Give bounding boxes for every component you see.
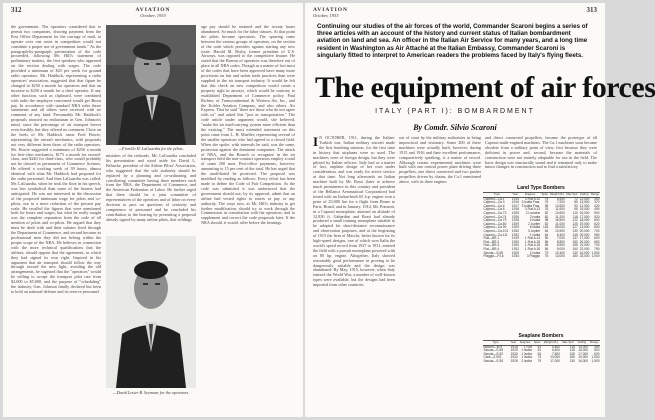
table-cell: 17,000 (550, 358, 560, 363)
table-cell: 82 (544, 210, 549, 215)
table-cell: 370 (594, 200, 600, 205)
table-cell: 1925 (511, 250, 519, 255)
column-header: Type (483, 193, 511, 198)
page-number: 312 (11, 6, 22, 14)
table-cell: 150 (572, 239, 578, 244)
table-cell: 137 (572, 236, 578, 241)
article-deck: Continuing our studies of the air forces of the world, Commander Scaroni begins a series of three articles with an account of the history and current status of Italian bombardment aviation on land and sea. An officer in the Italian Air Service for many years, and a long time resident in Washington as Air Attaché at the Italian Embassy, Commander Scaroni is singularly fitted to interpret to American readers the problems faced by Italy's flying fleets. (317, 23, 588, 59)
portrait-image (106, 25, 196, 145)
table-cell: Caproni—Ca.90 (483, 225, 507, 230)
table-cell: Fiat—BR.4 (483, 246, 500, 251)
table-cell: 2 Isotta (529, 250, 541, 255)
table-cell: 20,000 (579, 232, 590, 237)
article-column-2: mistakes of the railroads. Mr. LaGuardia concluded his presentation and stood aside for David L. Behncke, president of the Airline Pilots' Association, who suggested that the sole authority should be replaced by a planning and co-ordinating and conciliating committee having three members each from the NRA, the Department of Commerce, and the American Federation of Labor. He further urged that there should be a joint committee of representatives of the operators and of labor on every decision to pass on questions of seniority and competence of personnel and he concluded his contribution to the hearing by presenting a proposal already signed by many airline pilots, that wildings (106, 153, 196, 222)
left-page (3, 3, 303, 417)
table-cell: 130 (572, 250, 578, 255)
table-cell: 125 (572, 221, 578, 226)
table-cell: 1928 (511, 218, 519, 223)
table-cell: 76 (544, 207, 549, 212)
table-cell: 700 (594, 243, 600, 248)
table-cell: 20,000 (579, 228, 590, 233)
table-cell: 118 (572, 214, 578, 219)
article-column-3: and direct connected propellers, became the prototype of all Caproni multi-engined machines. The Ca.1 machines soon became obsolete from a military point of view, first because they were deficient in power and, second, because the materials of construction were not entirely adaptable for use in the field. The basic design was structurally sound and it remained only to make minor changes in construction and to find a satisfactory (485, 135, 597, 170)
table-cell: 16,000 (578, 348, 589, 353)
table-cell: 1929 (511, 221, 519, 226)
header-date: October, 1933 (313, 13, 339, 18)
article-column-1: the government. The operators considered that to permit two companies, drawing payment from the Post Office Department for the carriage of mail, to operate over one route in competition would not constitute a proper use of government funds." As the paragraph-by-paragraph presentation of the code proceeded, following Mr. Hill's statement of preliminary matters, the first speakers who appeared on the section dealing with wages. The code provided a minimum of $25 per week for ground radio operators. Mr. Haddock, representing a radio operators' association, suggested that that figure be changed to $250 a month for operators and that an increase to $250 a month for a chief operator. If any other function, such as clipboard, were combined with radio the employee concerned would get $hour pay. In accordance with standard NRA rules those statements and all others were received with no comment of any kind. Presumably Mr. Haddock's proposals aroused no enthusiasm in Gen. Johnson's mind, since the percentage of air transport brevet even feasibly, but they offered no comment. Close on the heels of Mr. Haddock came Fred Howie, representing the aircraft mechanics, with proposals not very different from those of the radio operators. Mr. Howie suggested a minimum of $250 a month for first-class mechanics, $175 a month for second-class, and $240 for third-class, who would probably not be classed as permanent of Commerce licenses. He offered a working week of 39 hours, almost identical with what Mr. Haddock had proposed for the radio personnel. And then LaGuardia was called. Mr. LaGuardia, when he took the floor in his speech, was less symbolical than some of the hearers had anticipated. He was not interested in the discussion of the proposed minimum wage for pilots and co-pilots, nor in a mere reduction of the present pay scale. He recalled the figures that were mentioned both for hours and wages, but what he really sought was the complete separation from the code of all mention of pilots and co-pilots. He argued that they must be dealt with and their salaries fixed through the Department of Commerce, and second because as professional men they did not belong within the proper scope of the NRA. He believes in connection with the more technical qualifications that the airlines, should oppose that the agreement, in which they had signed its own right. Inspired in his argument that air transport should follow the way through toward the new light, avoiding the old arrangements, he sugested that the "operators" would be willing to accept the transport pilot rate from $2,000 to $5,000, and the purpose of "scheduling" the industry, Gen. Johnson finally declared but been to hold on national defense and its reserve personnel. (11, 24, 101, 294)
column-header: Range (590, 192, 600, 196)
drop-cap: I (313, 134, 319, 149)
table-cell: 1 Isotta (529, 232, 541, 237)
table-cell: 2 Isotta (529, 214, 541, 219)
table-cell: 650 (594, 239, 600, 244)
table-cell: 3 Fiat A.12 (524, 207, 541, 212)
column-header: Ceiling (575, 341, 588, 346)
column-header: Max Spd (566, 192, 578, 196)
table-cell: Fiat—BR.2 (483, 239, 500, 244)
table-cell: 7,000 (556, 236, 565, 241)
article-title: The equipment of air forces (315, 71, 655, 104)
table-cell: 85 (574, 200, 578, 205)
table-cell: 3 Isotta Fras. (521, 200, 541, 205)
header-title: AVIATION (135, 7, 171, 13)
table-cell: 1 Isotta (521, 351, 532, 356)
table-cell: 1926 (510, 351, 518, 356)
table-cell: 1917 (511, 203, 519, 208)
table-cell: 13,500 (579, 225, 590, 230)
table-cell: 600 (594, 218, 600, 223)
table-cell: Caproni—Ca.5 (483, 207, 505, 212)
column-header: Year (508, 341, 518, 346)
table-cell: 153 (543, 225, 549, 230)
table-cell: 15,000 (579, 207, 590, 212)
table-cell: 75 (544, 200, 549, 205)
table-cell: 115 (569, 344, 575, 349)
table-body (483, 345, 600, 363)
table-cell: 3 Piaggio (526, 254, 541, 259)
column-header: Range (590, 340, 599, 344)
table-cell: 13,000 (555, 254, 565, 259)
table-cell: 1930 (511, 243, 519, 248)
table-cell: 75 (544, 196, 549, 201)
right-page (305, 3, 655, 417)
table-cell: 1 Fiat A.25 (524, 243, 541, 248)
table-cell: 18,000 (579, 218, 590, 223)
article-column-2: out of court by the military authorities as being impractical and visionary. Some 200 of these machines were actually built, however, during 1915 and 1916 and their excellent performance, comparatively speaking, is a matter of record. Although certain experimental machines were built with one central power plant driving three propellers, one direct connected and two pusher propellers driven by chains, the Ca.1 mentioned above, with its three engines (399, 135, 481, 185)
column-header: Engines (519, 193, 540, 198)
column-header: Max Spd (562, 340, 574, 344)
table-cell: 160 (572, 246, 578, 251)
table-cell: 19,000 (578, 355, 589, 360)
table-row (483, 255, 600, 259)
page-header (313, 7, 597, 21)
table-cell: 155 (569, 355, 575, 360)
table-cell: 98 (544, 203, 549, 208)
table-cell: 1934 (511, 254, 519, 259)
table-cell: 11,000 (555, 221, 565, 226)
column-1-text: N OCTOBER, 1911, during the Italian-Turkish war, Italian military aircraft made the first bombing mission, for the first time in history that airplanes were so used. The machines were of foreign design, but they were piloted by Italian officers. Italy had as a matter of fact, airplane design of her own under consideration, and was ready for active service at that time. Not long afterwards an Italian machine built by Mr. Bossi (later to achieve much prominence in this country and president of the Bellanca Aeronautical Corporation) had tested with an Italian-built 65 h.p. engine won a prize of 25,000 lire for a flight from Rome to Paris, Brazil, and in January, 1914, Mr. Pomenti, in a Caproni monoplane, attained an altitude of 12,830 ft. Gabardini and Bossi had already produced a small training monoplane suitable to be adopted for short-distance reconnaissance and observation purposes, and at the beginning of 1915 the firm of Macchi, better known for its high-speed designs, one of which won Italia the world's speed record from 1927 to 1931, entered the field with a pursuit monoplane powered with an 80 hp. engine. Altogether, Italy showed reasonably good performance in proving to be dangerously suitable and the design was abandoned. By May, 1915, however, when Italy entered the World War, a number of well-known types were available, but the designs had been imported from other countries. (313, 135, 395, 288)
table-cell: Caproni—Ca.73 (483, 210, 507, 215)
table-cell: 3 Isotta Fras. (521, 203, 541, 208)
table-cell: 7,600 (551, 351, 560, 356)
portrait-image (106, 236, 196, 388)
table-cell: 1 Fiat A.14 (524, 236, 541, 241)
table-cell: Caproni—Ca.111 (483, 232, 508, 237)
table-cell: 10,600 (555, 210, 565, 215)
table-cell: 64 (544, 232, 549, 237)
table-cell: 110 (572, 210, 578, 215)
table-cell: 1 Fiat A.25 (524, 239, 541, 244)
table-cell: 4,600 (551, 344, 560, 349)
table-cell: Macchi—M.9 (483, 344, 503, 349)
table-cell: 17,000 (578, 351, 589, 356)
table-cell: 64 (544, 228, 549, 233)
table-cell: 1,000 (591, 254, 600, 259)
table-cell: 56 (544, 246, 549, 251)
table-cell: 55,000 (555, 225, 565, 230)
table-cell: Fiat—BR.3 (483, 243, 500, 248)
table-cell: 950 (594, 232, 600, 237)
table-cell: 450 (594, 207, 600, 212)
table-cell: 6 Isotta (529, 225, 541, 230)
table-cell: 1926 (511, 214, 519, 219)
table-cell: 10,900 (555, 228, 565, 233)
article-subtitle: ITALY (PART I): BOMBARDMENT (375, 108, 535, 115)
sea-table-title: Seaplane Bombers (518, 333, 564, 339)
table-cell: 6,400 (551, 348, 560, 353)
page-number: 313 (586, 6, 597, 14)
table-cell: 1925 (510, 348, 518, 353)
article-column-3: age pay should be retained and the twenty hours abandoned. So much for the labor clauses. At that point the pilots became spectators. The sparring came between the various groups of operators, on the section of the code which provides against starting any new route. Harold M. Bixby, former president of U.S. Airways, was opposed to the competitive feature. He stated that the Bureau of operators was therefore out of place in all NRA codes. Though as a matter of fact most of the codes that have been approved have many more provisions on fair and unfair trade practices than were supplied to the air transport industry. It would be felt that this check on new competition would create a property right in airways, which would be contrary to established Department of Commerce policy. Paul Richter, of Transcontinental & Western Air, Inc., and the Kohler Aviation Company, and also others. Air Express. That he said "there are those who do not agree with us" and asked this "just as transportation." The code article under argument would, she believed, "make the air mail-carrying system more efficient than the existing." The most extended statement on this point came from L. H. Mueller, representing several of the smaller operators who had agreed to a closed field. When she spoke, with intervals he said, was the same, protection against the dominant companies. The attack of NRA, and the Branch to recognize in the air transport field the non-contract operators employ a total of some 200 men. Post-office payments, however, amounting to 15 per cent of the total. He has urged that the unaffiliated be protected. The proposal was modified by reading as follows: Every effort has been made to define the Code of Fair Competition. As the code was submitted it was understood that the government should not, by its approval, admit that an airline had vested rights to routes or pay or any authority. The ways now, as Mr. Hill's industry to get further modification, should try to work through the Commission in consultation with the operators, and to supplement and correct the code proposals later. If the NRA should, it would, offer before the hearings. (201, 24, 295, 226)
table-cell: 13,600 (555, 203, 565, 208)
table-cell: 17,000 (579, 236, 590, 241)
table-cell: 8,900 (556, 243, 565, 248)
table-cell: 95 (574, 207, 578, 212)
table-cell: 1 Fiat (523, 344, 532, 349)
table-cell: 9,000 (556, 246, 565, 251)
table-cell: 16,000 (579, 210, 590, 215)
table-cell: 1919 (511, 236, 519, 241)
table-cell: 13,500 (579, 200, 590, 205)
table-cell: 10,400 (555, 250, 565, 255)
table-cell: 73 (537, 355, 542, 360)
land-bombers-table (483, 192, 600, 259)
table-cell: Savoia—S.62 (483, 351, 503, 356)
table-cell: 3 Fiat A.10 (524, 196, 541, 201)
table-cell: 1928 (510, 358, 518, 363)
photo-laguardia (106, 25, 196, 145)
table-cell: 700 (594, 228, 600, 233)
table-cell: 1925 (511, 239, 519, 244)
table-cell: 50 (544, 236, 549, 241)
table-cell: 82 (544, 214, 549, 219)
table-cell: 127 (572, 225, 578, 230)
table-cell: 350 (594, 196, 600, 201)
table-cell: 620 (594, 221, 600, 226)
table-cell: 19,000 (579, 221, 590, 226)
column-header: Ceiling (579, 192, 589, 196)
table-cell: 8,800 (556, 239, 565, 244)
table-cell: 93 (574, 203, 578, 208)
table-cell: 1 Isotta (521, 348, 532, 353)
table-cell: 1915 (511, 196, 519, 201)
table-cell: Caproni—Ca.74 (483, 214, 507, 219)
table-cell: 800 (594, 225, 600, 230)
table-cell: 2 Jupiter (527, 221, 541, 226)
table-cell: 1925 (511, 210, 519, 215)
table-cell: 130 (569, 358, 575, 363)
photo-behncke (106, 236, 196, 388)
table-cell: 16,000 (578, 358, 589, 363)
table-cell: 1918 (510, 344, 518, 349)
table-cell: Savoia—S.59 (483, 348, 503, 353)
table-cell: Savoia—S.55 (483, 358, 503, 363)
table-cell: 155 (572, 243, 578, 248)
table-cell: 17,000 (579, 214, 590, 219)
table-cell: 130 (572, 228, 578, 233)
table-cell: 21,000 (579, 243, 590, 248)
table-cell: 6,500 (556, 196, 565, 201)
table-cell: 1 Isotta (521, 355, 532, 360)
table-cell: Caproni—Ca.1 (483, 196, 505, 201)
table-cell: 350 (594, 344, 600, 349)
table-cell: 3 Jupiter (527, 228, 541, 233)
land-table-title: Land Type Bombers (517, 185, 565, 191)
table-cell: 118 (569, 348, 575, 353)
table-cell: Caproni—Ca.4 (483, 203, 505, 208)
table-cell: 82 (544, 221, 549, 226)
table-cell: Cant—Z.501 (483, 355, 502, 360)
table-cell: 520 (594, 214, 600, 219)
table-cell: Fiat—BR.1 (483, 236, 500, 241)
table-cell: Caproni—Ca.101 (483, 228, 509, 233)
table-cell: 13,000 (550, 355, 560, 360)
table-cell: 11,200 (555, 214, 565, 219)
table-cell: 180 (572, 254, 578, 259)
table-cell: 54 (537, 351, 542, 356)
photo-caption-behncke: —David Lester B. Seymour for the operators. (112, 390, 190, 395)
column-header: Year (512, 192, 518, 196)
table-cell: 1918 (511, 207, 519, 212)
column-header: Engines (518, 341, 532, 346)
article-column-1 (313, 136, 395, 412)
seaplane-bombers-table (483, 340, 600, 364)
table-cell: 750 (594, 246, 600, 251)
table-cell: 75 (544, 254, 549, 259)
table-cell: 15,000 (578, 344, 589, 349)
table-cell: 1916 (511, 200, 519, 205)
table-cell: 1929 (511, 225, 519, 230)
column-header: Span (541, 192, 549, 196)
table-cell: 79 (537, 358, 542, 363)
table-cell: Piaggio—P.16 (483, 254, 504, 259)
table-cell: 79 (544, 250, 549, 255)
table-cell: 1932 (510, 355, 518, 360)
table-cell: 56 (544, 239, 549, 244)
table-cell: 2 Lorraine (525, 210, 541, 215)
article-byline: By Comdr. Silvio Scaroni (413, 123, 497, 132)
table-cell: 1932 (511, 246, 519, 251)
page-header (11, 7, 295, 21)
table-cell: 130 (569, 351, 575, 356)
table-row (483, 360, 600, 364)
table-cell: 1 Fiat A.30 (524, 246, 541, 251)
table-cell: 122 (572, 218, 578, 223)
table-cell: 11,600 (555, 207, 565, 212)
photo-caption-laguardia: —Fiorello H. LaGuardia for the pilots. (118, 146, 184, 151)
column-header: Weight (lb.) (542, 341, 561, 346)
table-cell: 500 (594, 348, 600, 353)
header-center (11, 7, 295, 19)
table-cell: 7,200 (556, 200, 565, 205)
table-cell: 1932 (511, 232, 519, 237)
table-cell: 4 Isotta (529, 218, 541, 223)
column-header: Span (533, 340, 541, 344)
header-title: AVIATION (313, 7, 348, 13)
table-cell: 600 (594, 236, 600, 241)
table-cell: 600 (594, 351, 600, 356)
table-cell: 16,500 (555, 218, 565, 223)
table-cell: 56 (544, 243, 549, 248)
table-cell: 22,000 (579, 246, 590, 251)
table-cell: 500 (594, 210, 600, 215)
table-cell: 12,000 (579, 196, 590, 201)
table-cell: Savoia—S.55 (483, 250, 503, 255)
table-cell: 72 (574, 196, 578, 201)
table-cell: 145 (572, 232, 578, 237)
table-cell: 8,400 (556, 232, 565, 237)
table-cell: Caproni—Ca.80 (483, 221, 507, 226)
table-cell: 1930 (511, 228, 519, 233)
table-cell: Caproni—Ca.79 (483, 218, 507, 223)
article-column-2-continued (399, 186, 477, 412)
table-cell: 51 (537, 348, 542, 353)
column-header: Weight (lb.) (549, 192, 565, 196)
column-header: Type (483, 341, 508, 346)
table-cell: 16,000 (579, 250, 590, 255)
table-cell: 2 Isotta (521, 358, 532, 363)
table-cell: 1,500 (591, 250, 600, 255)
table-body (483, 197, 600, 259)
header-center (313, 7, 597, 19)
table-cell: 98 (544, 218, 549, 223)
table-cell: 1,900 (591, 358, 600, 363)
table-cell: Caproni—Ca.3 (483, 200, 505, 205)
table-cell: 12,000 (579, 203, 590, 208)
table-cell: 20,000 (579, 239, 590, 244)
header-date: October, 1933 (140, 13, 166, 18)
table-cell: 23,000 (579, 254, 590, 259)
table-cell: 1,500 (591, 355, 600, 360)
table-cell: 420 (594, 203, 600, 208)
table-cell: 51 (537, 344, 542, 349)
